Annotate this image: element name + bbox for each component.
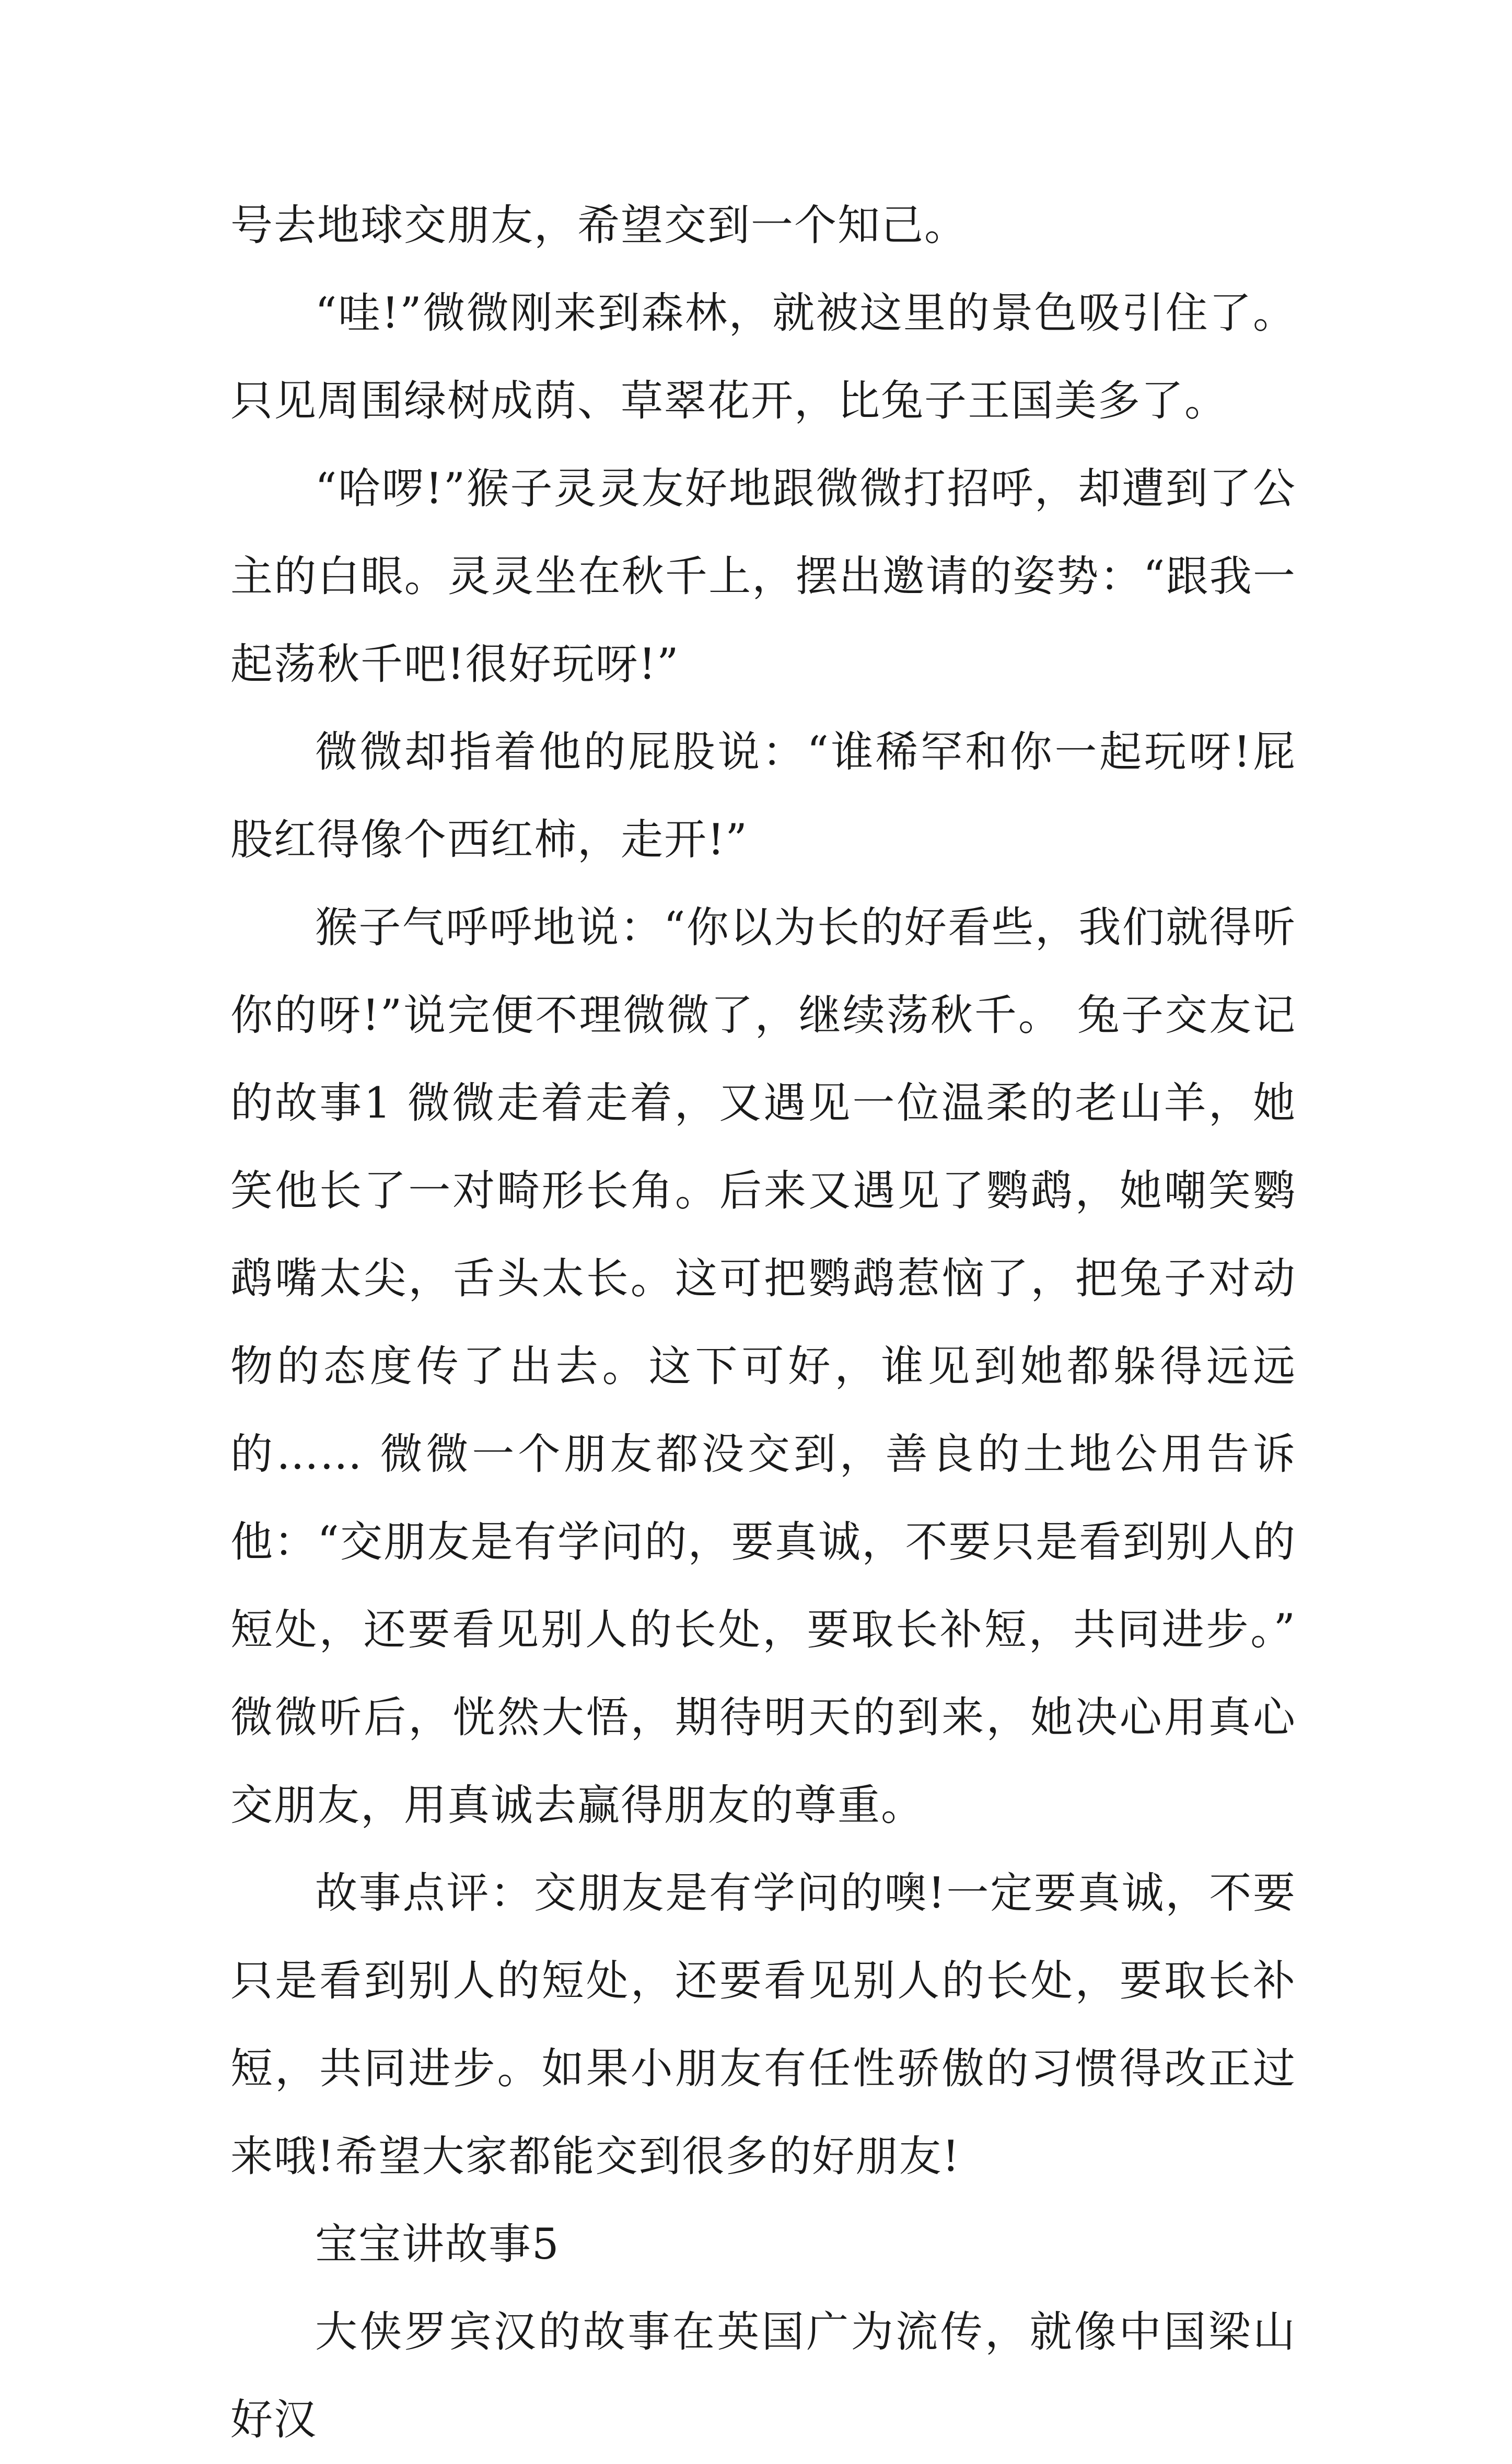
paragraph: “哈啰!”猴子灵灵友好地跟微微打招呼，却遭到了公主的白眼。灵灵坐在秋千上，摆出邀请的姿势：“跟我一起荡秋千吧!很好玩呀!” — [230, 464, 1296, 689]
paragraph: 号去地球交朋友，希望交到一个知己。 — [230, 201, 968, 250]
paragraph: 大侠罗宾汉的故事在英国广为流传，就像中国梁山好汉 — [230, 2308, 1296, 2445]
paragraph: “哇!”微微刚来到森林，就被这里的景色吸引住了。只见周围绿树成荫、草翠花开，比兔子王国美多了。 — [230, 289, 1296, 426]
document-body — [230, 182, 1296, 2464]
paragraph: 微微却指着他的屁股说：“谁稀罕和你一起玩呀!屁股红得像个西红柿，走开!” — [230, 728, 1296, 865]
section-heading: 宝宝讲故事5 — [315, 2220, 560, 2269]
paragraph: 猴子气呼呼地说：“你以为长的好看些，我们就得听你的呀!”说完便不理微微了，继续荡秋千。 兔子交友记的故事1 微微走着走着，又遇见一位温柔的老山羊，她笑他长了一对畸形长角。后来又遇见了鹦鹉，她嘲笑鹦鹉嘴太尖，舌头太长。这可把鹦鹉惹恼了，把兔子对动物的态度传了出去。这下可好，谁见到她都躲得远远的…… 微微一个朋友都没交到，善良的土地公用告诉他：“交朋友是有学问的，要真诚，不要只是看到别人的短处，还要看见别人的长处，要取长补短，共同进步。” 微微听后，恍然大悟，期待明天的到来，她决心用真心交朋友，用真诚去赢得朋友的尊重。 — [230, 903, 1296, 1830]
paragraph: 故事点评：交朋友是有学问的噢!一定要真诚，不要只是看到别人的短处，还要看见别人的长处，要取长补短，共同进步。如果小朋友有任性骄傲的习惯得改正过来哦!希望大家都能交到很多的好朋友! — [230, 1869, 1296, 2181]
